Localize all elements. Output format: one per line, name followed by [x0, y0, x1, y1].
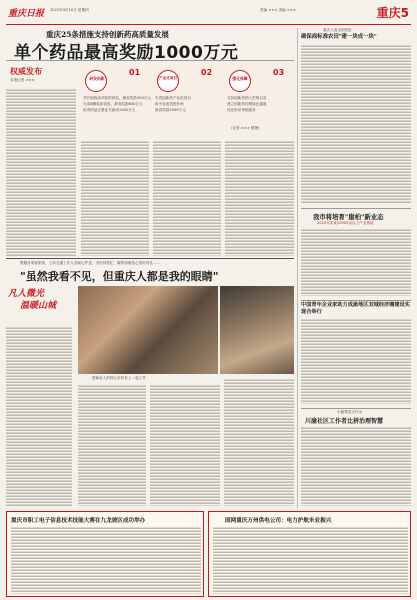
feature-body-col-4	[224, 378, 294, 506]
lead-rule	[6, 60, 294, 61]
item-3-line-2: 建立创新药挂网绿色通道	[227, 102, 267, 106]
feature-rule	[6, 258, 294, 259]
bottom-right-box	[208, 511, 411, 597]
side-story-mid	[301, 210, 411, 298]
item-3-title: 强化保障	[232, 76, 248, 81]
feature-body-col-1	[6, 326, 72, 506]
item-2-line-3: 最高奖励1000万元	[155, 108, 186, 112]
item-3-line-1: 支持创新药纳入医保目录	[227, 96, 267, 100]
feature-logo	[6, 284, 72, 324]
side-rule-3	[301, 408, 411, 409]
feature-body-col-3	[150, 384, 220, 506]
lead-kicker: 重庆25条措施支持创新药高质量发展	[46, 30, 169, 39]
side-mid-sub: 2025年实现10000亩以上产业基地	[317, 221, 374, 225]
side-top-headline: 确保商标准农田"建一块成一块"	[301, 34, 377, 40]
item-2-title: 产业化项目	[159, 76, 177, 80]
masthead-section: 重庆5	[376, 6, 409, 20]
lead-body-col-1	[6, 88, 76, 256]
bottom-right-headline: 国网重庆万州供电公司：电力护航米业振兴	[225, 518, 332, 524]
lead-body-col-4	[225, 140, 294, 256]
lead-infographic	[81, 64, 294, 136]
item-2-num: 02	[201, 68, 213, 77]
side-bottom-body	[301, 426, 411, 506]
feature-logo-line-2: 温暖山城	[20, 301, 57, 311]
item-1-title: 研发创新	[89, 76, 105, 81]
side-bottom-headline: 川渝社区工作者比拼治理智慧	[305, 418, 384, 425]
bottom-left-body	[11, 526, 201, 594]
feature-photo-caption: 帮助盲人的热心市民在上一起工作	[92, 376, 146, 380]
masthead-logo: 重庆日报	[8, 9, 45, 19]
lead-byline: 本报记者 ×××	[10, 78, 35, 82]
item-2-circle	[157, 70, 179, 92]
item-3-num: 03	[273, 68, 285, 77]
item-1-num: 01	[129, 68, 141, 77]
item-1-line-1: 对开展临床试验的药品，最高奖励300万元	[83, 96, 151, 100]
bottom-left-headline: 重庆市职工电子信息技术技能大赛在九龙坡区成功举办	[11, 518, 146, 524]
lead-headline: 单个药品最高奖励1000万元	[14, 43, 239, 63]
infographic-source: (记者 ××× 整理)	[231, 126, 260, 130]
bottom-left-box	[6, 511, 204, 597]
feature-logo-line-1: 凡人微光	[8, 289, 45, 299]
lead-body-col-2	[81, 140, 149, 256]
column-divider	[297, 28, 298, 508]
side-story-low	[301, 302, 411, 404]
side-rule-2	[301, 300, 411, 301]
side-top-body	[301, 44, 411, 204]
feature-headline: "虽然我看不见，但重庆人都是我的眼睛"	[20, 270, 219, 283]
masthead-editor: 责编 ××× 美编 ×××	[260, 8, 296, 12]
feature-body-col-2	[78, 384, 146, 506]
lead-article	[6, 28, 294, 256]
lead-badge: 权威发布	[10, 67, 42, 76]
side-mid-headline: 我市将培育"崖柏"新业态	[313, 213, 384, 221]
item-2-line-2: 给予设备投资补助	[155, 102, 184, 106]
side-rule-1	[301, 208, 411, 209]
masthead	[0, 0, 417, 30]
item-3-line-3: 优化审评审批服务	[227, 108, 256, 112]
side-low-headline: 中国青年企业家助力成渝地区双城经济圈建设实现合举行	[301, 302, 410, 315]
bottom-right-body	[213, 526, 408, 594]
side-story-bottom	[301, 410, 411, 508]
feature-article	[6, 260, 294, 508]
lead-body-col-3	[153, 140, 221, 256]
side-mid-body	[301, 228, 411, 296]
masthead-date: 2022年3月10日 星期四	[50, 8, 89, 12]
side-top-kicker: 重庆入选全国首批	[323, 28, 352, 32]
feature-photo-inset	[220, 286, 294, 374]
feature-kicker: 既服务乘客旅游，公共交通工作人员耐心护送，市民持帮忙，耀哥请航拍心里好有社……	[20, 261, 161, 265]
feature-photo	[78, 286, 218, 374]
masthead-rule	[6, 24, 411, 25]
item-1-line-2: 完成Ⅲ期临床试验，最高奖励600万元	[83, 102, 143, 106]
side-story-top	[301, 28, 411, 206]
item-1-line-3: 取得药品注册证书最高1000万元	[83, 108, 136, 112]
side-low-body	[301, 318, 411, 404]
item-2-line-1: 引进创新药产业化项目	[155, 96, 191, 100]
side-bottom-kicker: 小板凳讲大作为	[337, 410, 363, 414]
